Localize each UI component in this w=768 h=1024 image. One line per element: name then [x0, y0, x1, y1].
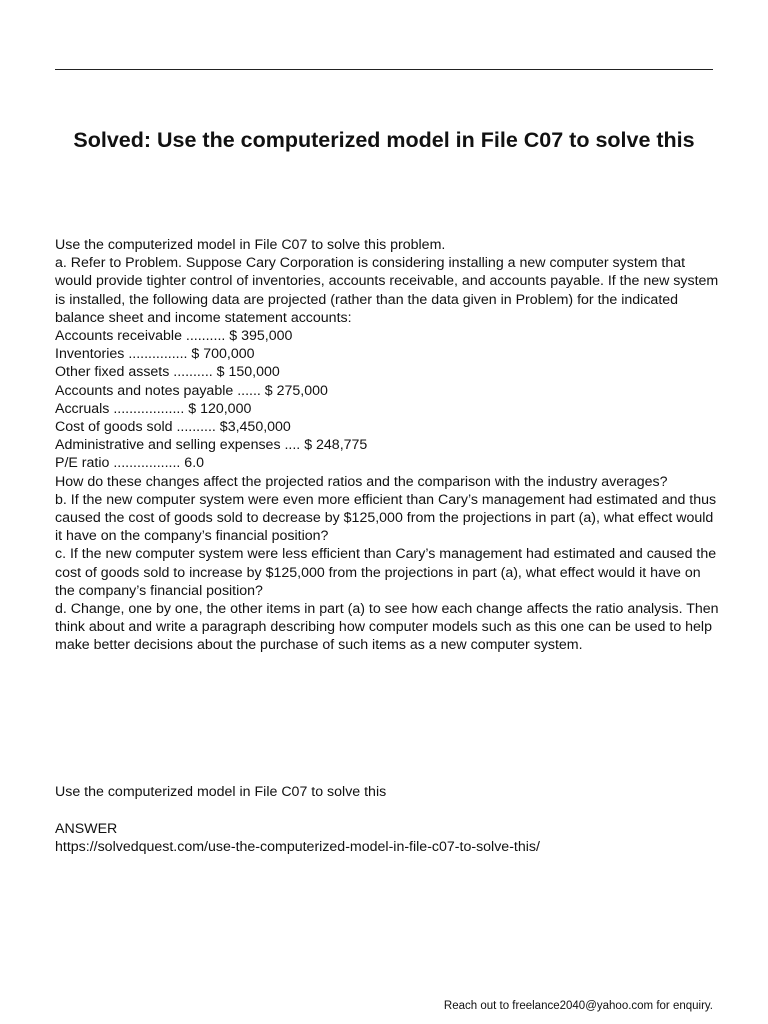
body-line: Other fixed assets .......... $ 150,000	[55, 364, 280, 381]
body-line: P/E ratio ................. 6.0	[55, 455, 205, 472]
body-line: Accounts and notes payable ...... $ 275,000	[55, 382, 328, 399]
body-line: Use the computerized model in File C07 to solve this problem.	[55, 237, 446, 253]
body-line: d. Change, one by one, the other items in part (a) to see how each change affects the ratio analysis. Then think about and write a paragraph describing how computer models such as this one can be used to help make better decisions about the purchase of such items as a new computer system.	[55, 601, 719, 654]
body-line: Accounts receivable .......... $ 395,000	[55, 328, 293, 345]
top-divider	[55, 69, 713, 70]
answer-section	[55, 820, 540, 856]
answer-link[interactable]: https://solvedquest.com/use-the-computerized-model-in-file-c07-to-solve-this/	[55, 839, 540, 856]
body-line: Inventories ............... $ 700,000	[55, 346, 255, 363]
body-line: c. If the new computer system were less efficient than Cary’s management had estimated and caused the cost of goods sold to increase by $125,000 from the projections in part (a), what effect would it have on the company’s financial position?	[55, 546, 717, 599]
problem-text	[55, 236, 720, 655]
repeat-title: Use the computerized model in File C07 to solve this	[55, 784, 387, 800]
body-line: Cost of goods sold .......... $3,450,000	[55, 419, 291, 436]
page-title: Solved: Use the computerized model in File C07 to solve this	[73, 128, 695, 152]
body-line: Accruals .................. $ 120,000	[55, 400, 252, 417]
body-line: How do these changes affect the projected ratios and the comparison with the industry averages?	[55, 473, 668, 490]
footer-contact: Reach out to freelance2040@yahoo.com for enquiry.	[443, 1000, 713, 1012]
body-line: a. Refer to Problem. Suppose Cary Corporation is considering installing a new computer system that would provide tighter control of inventories, accounts receivable, and accounts payable. If the new system is installed, the following data are projected (rather than the data given in Problem) for the indicated balance sheet and income statement accounts:	[55, 255, 719, 326]
body-line: b. If the new computer system were even more efficient than Cary’s management had estimated and thus caused the cost of goods sold to decrease by $125,000 from the projections in part (a), what effect would it have on the company’s financial position?	[55, 491, 717, 545]
body-line: Administrative and selling expenses .... $ 248,775	[55, 437, 368, 454]
answer-label: ANSWER	[55, 821, 118, 837]
